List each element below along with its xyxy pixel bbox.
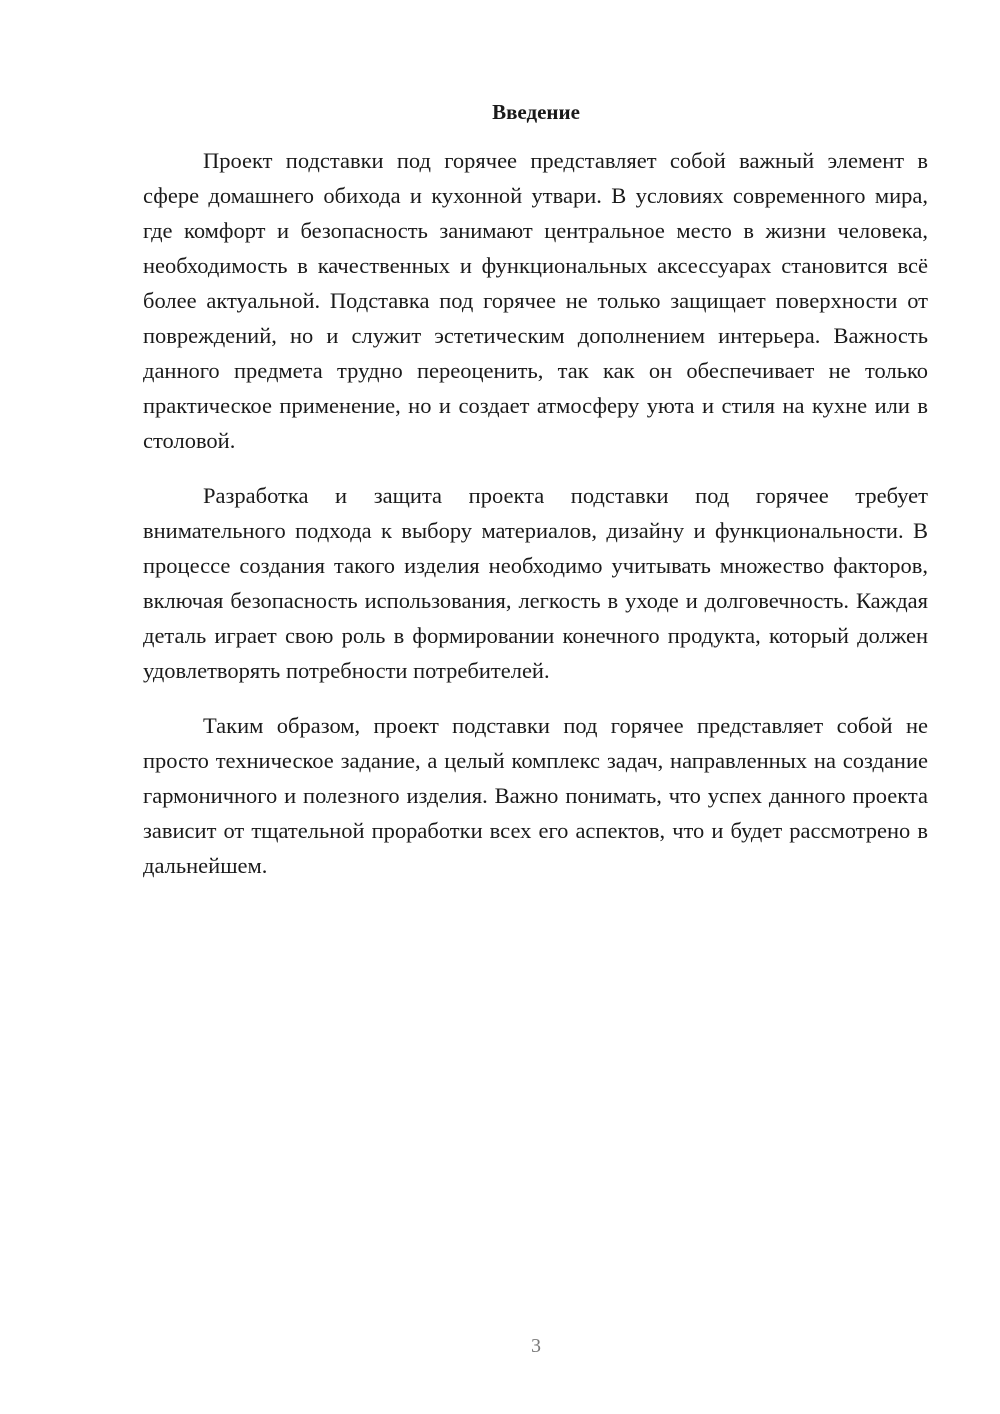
page-number: 3 [531,1335,541,1357]
paragraph-2: Разработка и защита проекта подставки под горячее требует внимательного подхода к выбору материалов, дизайну и функциональности. В процессе создания такого изделия необходимо учитывать множество факторов, включая безопасность использования, легкость в уходе и долговечность. Каждая деталь играет свою роль в формировании конечного продукта, который должен удовлетворять потребности потребителей. [143,483,928,683]
paragraph-3: Таким образом, проект подставки под горячее представляет собой не просто техническое задание, а целый комплекс задач, направленных на создание гармоничного и полезного изделия. Важно понимать, что успех данного проекта зависит от тщательной проработки всех его аспектов, что и будет рассмотрено в дальнейшем. [143,713,928,878]
body-text [143,143,928,903]
paragraph-1: Проект подставки под горячее представляет собой важный элемент в сфере домашнего обихода и кухонной утвари. В условиях современного мира, где комфорт и безопасность занимают центральное место в жизни человека, необходимость в качественных и функциональных аксессуарах становится всё более актуальной. Подставка под горячее не только защищает поверхности от повреждений, но и служит эстетическим дополнением интерьера. Важность данного предмета трудно переоценить, так как он обеспечивает не только практическое применение, но и создает атмосферу уюта и стиля на кухне или в столовой. [143,148,928,453]
section-heading: Введение [492,100,580,124]
